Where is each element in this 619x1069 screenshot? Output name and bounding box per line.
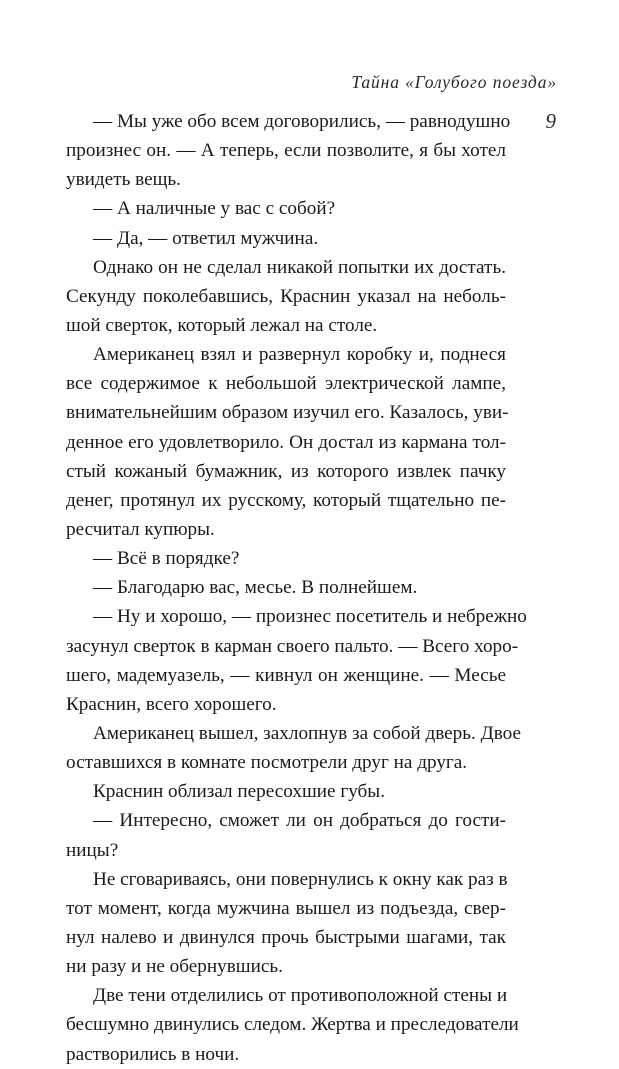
text-line: ни разу и не обернувшись. [66,956,283,978]
text-line: — Всё в порядке? [93,548,240,570]
text-line: шего, мадемуазель, — кивнул он женщине. — Месье [66,664,506,686]
page-number: 9 [545,109,556,133]
text-line: Секунду поколебавшись, Краснин указал на неболь- [66,285,506,307]
text-line: Краснин, всего хорошего. [66,693,277,715]
text-line: — А наличные у вас с собой? [93,198,336,220]
text-line: тот момент, когда мужчина вышел из подъезда, свер- [66,897,506,919]
text-line: оставшихся в комнате посмотрели друг на друга. [66,752,468,774]
text-line: — Интересно, сможет ли он добраться до гости- [93,810,506,832]
text-line: увидеть вещь. [66,169,181,191]
text-line: Две тени отделились от противоположной стены и [93,985,508,1007]
text-line: денное его удовлетворило. Он достал из кармана тол- [66,431,506,453]
text-line: — Да, — ответил мужчина. [93,227,319,249]
text-line: денег, протянул их русскому, который тщательно пе- [66,489,506,511]
running-title: Тайна «Голубого поезда» [351,72,557,92]
text-line: ресчитал купюры. [66,518,215,540]
body-text [66,107,527,1069]
text-line: — Мы уже обо всем договорились, — равнодушно [93,111,511,132]
text-line: Американец взял и развернул коробку и, поднеся [93,344,506,366]
text-line: бесшумно двинулись следом. Жертва и преследователи [66,1014,519,1036]
text-line: засунул сверток в карман своего пальто. — Всего хоро- [66,635,519,657]
text-line: внимательнейшим образом изучил его. Казалось, уви- [66,402,509,424]
text-line: все содержимое к небольшой электрической лампе, [66,373,506,395]
text-line: шой сверток, который лежал на столе. [66,314,378,336]
text-line: Американец вышел, захлопнув за собой дверь. Двое [93,722,521,744]
text-line: Однако он не сделал никакой попытки их достать. [93,256,506,278]
text-line: нул налево и двинулся прочь быстрыми шагами, так [66,926,506,948]
text-line: растворились в ночи. [66,1043,240,1065]
text-line: стый кожаный бумажник, из которого извлек пачку [66,460,506,482]
text-line: Не сговариваясь, они повернулись к окну как раз в [93,868,508,890]
text-line: — Благодарю вас, месье. В полнейшем. [93,577,418,599]
text-line: Краснин облизал пересохшие губы. [93,781,386,803]
text-line: произнес он. — А теперь, если позволите, я бы хотел [66,140,506,162]
text-line: ницы? [66,839,119,861]
text-line: — Ну и хорошо, — произнес посетитель и небрежно [93,606,527,628]
